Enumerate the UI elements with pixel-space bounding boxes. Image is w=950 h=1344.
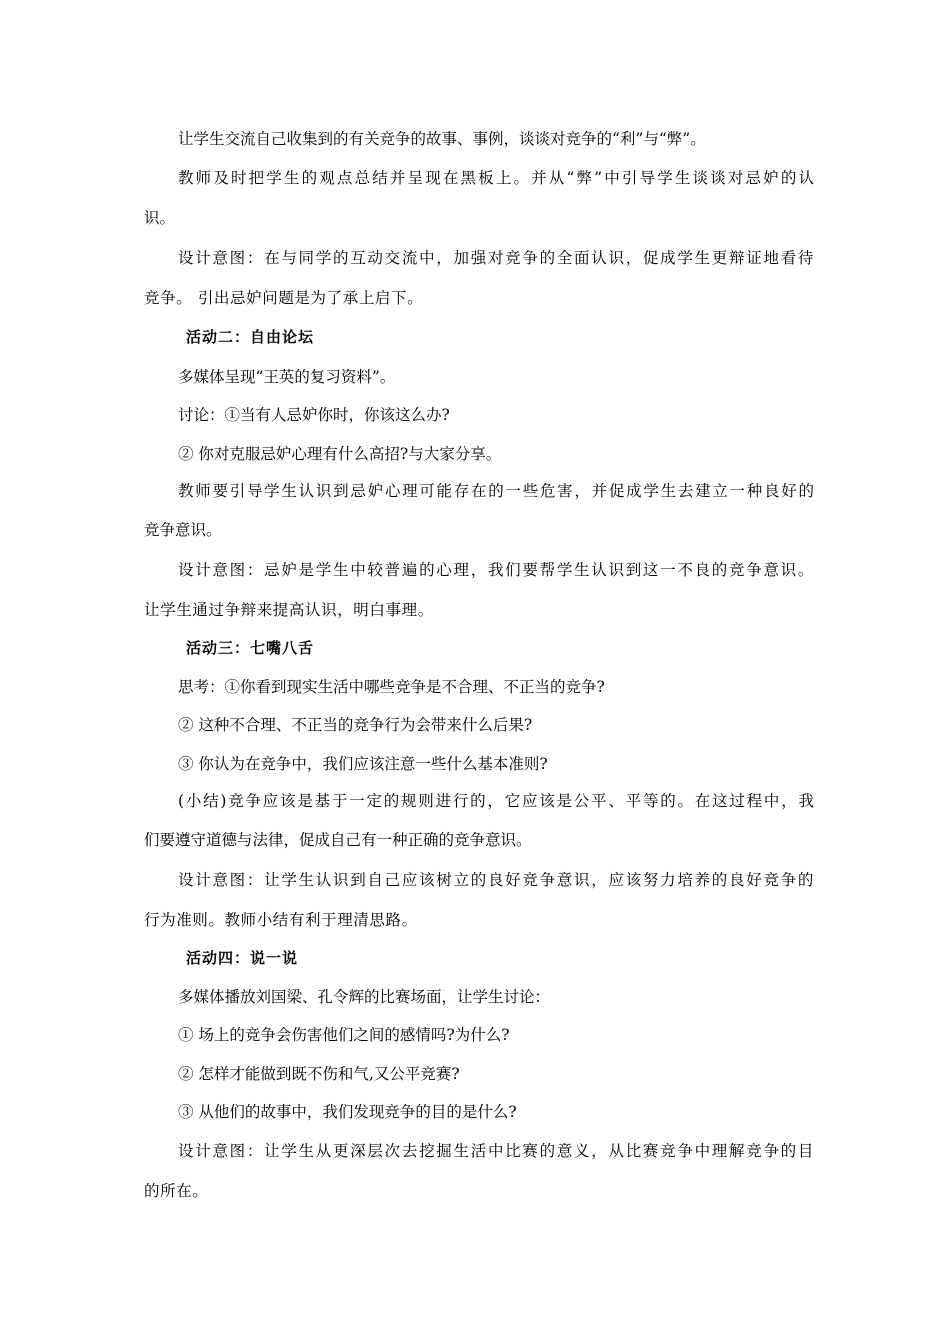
paragraph-match-q1: ① 场上的竞争会伤害他们之间的感情吗?为什么?	[178, 1026, 510, 1044]
paragraph-think-q2: ② 这种不合理、不正当的竞争行为会带来什么后果?	[178, 716, 533, 734]
paragraph-think-q3: ③ 你认为在竞争中，我们应该注意一些什么基本准则?	[178, 755, 548, 773]
paragraph-teacher-guide-line2: 竞争意识。	[144, 521, 222, 539]
paragraph-match-q2: ② 怎样才能做到既不伤和气,又公平竞赛?	[178, 1065, 460, 1083]
paragraph-multimedia-wangying: 多媒体呈现“王英的复习资料”。	[178, 368, 396, 386]
paragraph-match-q3: ③ 从他们的故事中，我们发现竞争的目的是什么?	[178, 1103, 517, 1121]
paragraph-think-q1: 思考：①你看到现实生活中哪些竞争是不合理、不正当的竞争?	[178, 678, 605, 696]
heading-activity-two: 活动二：自由论坛	[186, 328, 315, 346]
paragraph-teacher-guide-line1: 教师要引导学生认识到忌妒心理可能存在的一些危害，并促成学生去建立一种良好的	[178, 482, 814, 500]
heading-activity-three: 活动三：七嘴八舌	[186, 639, 315, 657]
paragraph-design-intent-1-line2: 竞争。 引出忌妒问题是为了承上启下。	[144, 289, 424, 307]
paragraph-design-intent-4-line1: 设计意图：让学生从更深层次去挖掘生活中比赛的意义，从比赛竞争中理解竞争的目	[178, 1142, 814, 1160]
paragraph-discussion-q2: ② 你对克服忌妒心理有什么高招?与大家分享。	[178, 445, 502, 463]
paragraph-design-intent-2-line1: 设计意图：忌妒是学生中较普遍的心理，我们要帮学生认识到这一不良的竞争意识。	[178, 561, 814, 579]
paragraph-teacher-summary-line1: 教师及时把学生的观点总结并呈现在黑板上。并从“弊”中引导学生谈谈对忌妒的认	[178, 169, 814, 187]
paragraph-teacher-summary-line2: 识。	[144, 209, 176, 227]
paragraph-design-intent-2-line2: 让学生通过争辩来提高认识，明白事理。	[144, 601, 434, 619]
paragraph-design-intent-1-line1: 设计意图：在与同学的互动交流中，加强对竞争的全面认识，促成学生更辩证地看待	[178, 249, 814, 267]
paragraph-multimedia-match: 多媒体播放刘国梁、孔令辉的比赛场面，让学生讨论：	[178, 988, 551, 1006]
paragraph-share-stories: 让学生交流自己收集到的有关竞争的故事、事例，谈谈对竞争的“利”与“弊”。	[178, 130, 706, 148]
paragraph-design-intent-4-line2: 的所在。	[144, 1182, 209, 1200]
paragraph-discussion-q1: 讨论：①当有人忌妒你时，你该这么办?	[178, 406, 450, 424]
paragraph-design-intent-3-line2: 行为准则。教师小结有利于理清思路。	[144, 911, 418, 929]
heading-activity-four: 活动四：说一说	[186, 949, 299, 967]
paragraph-summary-line1: (小结)竞争应该是基于一定的规则进行的，它应该是公平、平等的。在这过程中，我	[178, 792, 814, 810]
paragraph-design-intent-3-line1: 设计意图：让学生认识到自己应该树立的良好竞争意识，应该努力培养的良好竞争的	[178, 871, 814, 889]
paragraph-summary-line2: 们要遵守道德与法律，促成自己有一种正确的竞争意识。	[144, 831, 532, 849]
